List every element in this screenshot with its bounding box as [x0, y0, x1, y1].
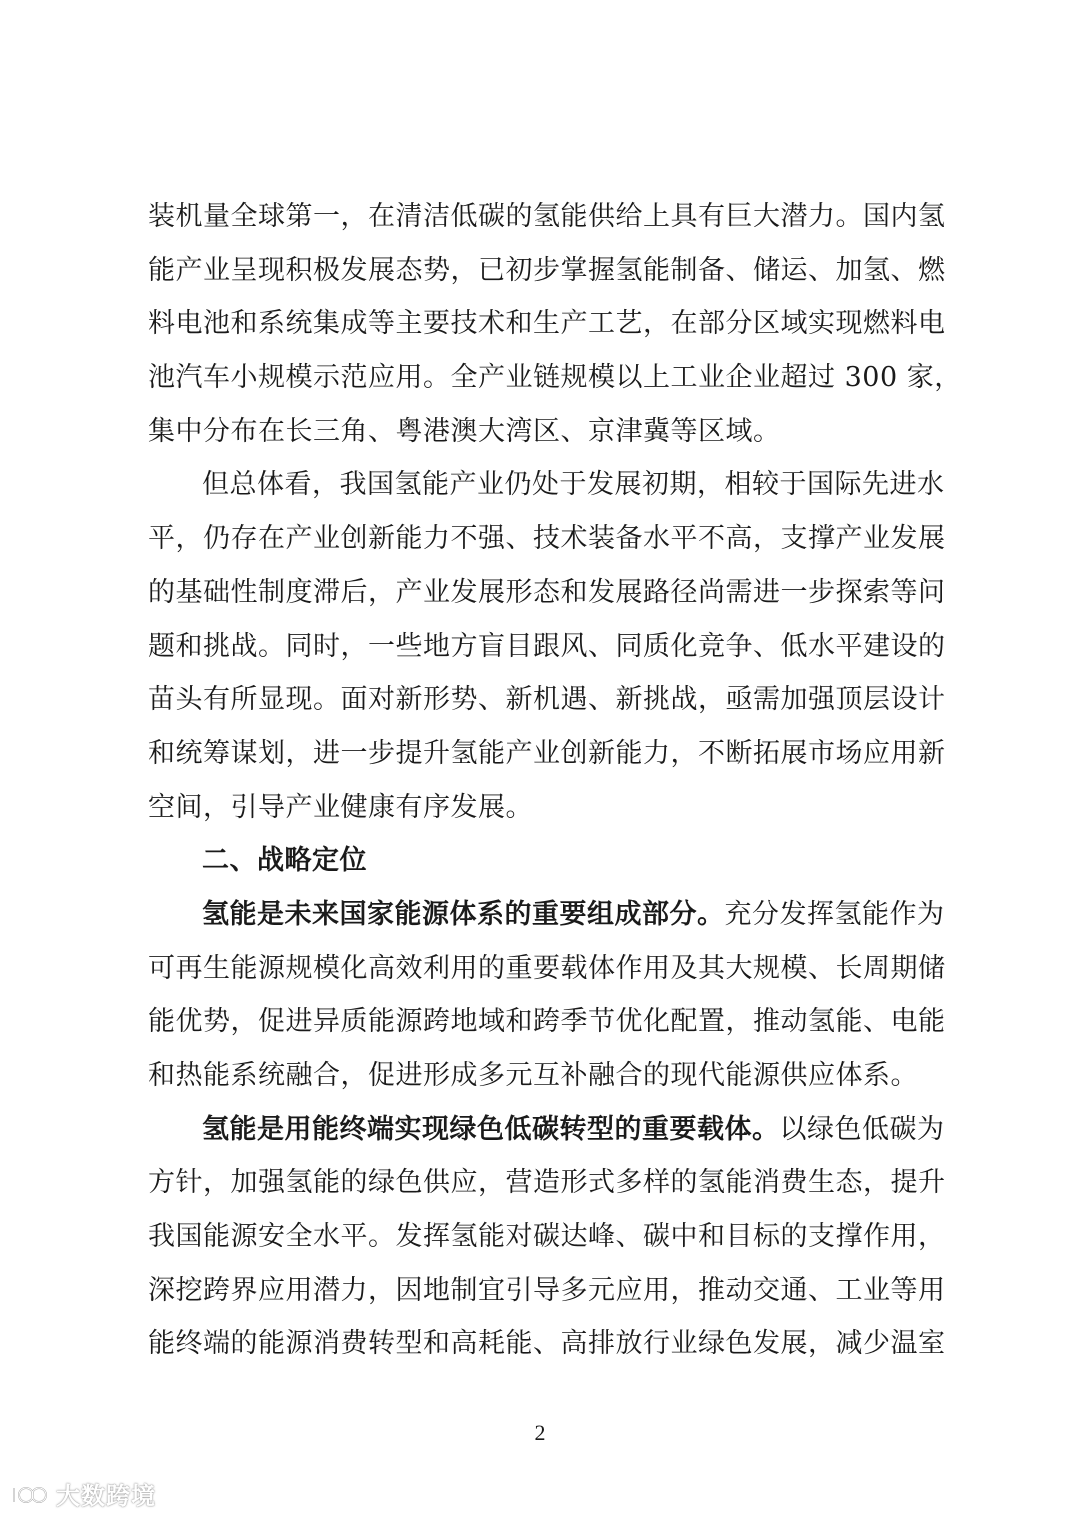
paragraph-text: 充分发挥氢能作为: [724, 898, 945, 930]
paragraph-line: 料电池和系统集成等主要技术和生产工艺，在部分区域实现燃料电: [148, 308, 946, 340]
paragraph-line: [148, 888, 945, 942]
paragraph-line: 能优势，促进异质能源跨地域和跨季节优化配置，推动氢能、电能: [148, 1006, 946, 1038]
document-body: [148, 190, 962, 1371]
paragraph-line: 但总体看，我国氢能产业仍处于发展初期，相较于国际先进水: [202, 469, 945, 501]
paragraph-lead: 氢能是未来国家能源体系的重要组成部分。: [202, 898, 725, 930]
paragraph-line: 的基础性制度滞后，产业发展形态和发展路径尚需进一步探索等问: [148, 576, 946, 608]
paragraph-line: 可再生能源规模化高效利用的重要载体作用及其大规模、长周期储: [148, 952, 946, 984]
paragraph-line: 题和挑战。同时，一些地方盲目跟风、同质化竞争、低水平建设的: [148, 630, 946, 662]
paragraph-line: [148, 1103, 945, 1157]
paragraph-lead: 氢能是用能终端实现绿色低碳转型的重要载体。: [202, 1113, 780, 1145]
paragraph-line: 苗头有所显现。面对新形势、新机遇、新挑战，亟需加强顶层设计: [148, 684, 946, 716]
paragraph-line: 装机量全球第一，在清洁低碳的氢能供给上具有巨大潜力。国内氢: [148, 201, 946, 232]
paragraph-line: 方针，加强氢能的绿色供应，营造形式多样的氢能消费生态，提升: [148, 1167, 946, 1199]
paragraph-line: 池汽车小规模示范应用。全产业链规模以上工业企业超过 300 家，: [148, 362, 962, 394]
watermark-logo-icon: [10, 1478, 50, 1508]
paragraph-line: 我国能源安全水平。发挥氢能对碳达峰、碳中和目标的支撑作用，: [148, 1221, 946, 1253]
paragraph-line: 能终端的能源消费转型和高耗能、高排放行业绿色发展，减少温室: [148, 1328, 946, 1360]
paragraph-line: 能产业呈现积极发展态势，已初步掌握氢能制备、储运、加氢、燃: [148, 254, 946, 286]
watermark-text: 大数跨境: [56, 1481, 156, 1510]
paragraph-line: 空间，引导产业健康有序发展。: [148, 791, 533, 823]
section-heading: 二、战略定位: [202, 845, 367, 877]
paragraph-text: 以绿色低碳为: [779, 1113, 945, 1145]
paragraph-line: 和统筹谋划，进一步提升氢能产业创新能力，不断拓展市场应用新: [148, 737, 946, 769]
watermark: [10, 1473, 156, 1513]
paragraph-line: 深挖跨界应用潜力，因地制宜引导多元应用，推动交通、工业等用: [148, 1274, 946, 1306]
paragraph-line: 和热能系统融合，促进形成多元互补融合的现代能源供应体系。: [148, 1060, 918, 1091]
paragraph-line: 平，仍存在产业创新能力不强、技术装备水平不高，支撑产业发展: [148, 523, 946, 555]
page-number: 2: [534, 1420, 546, 1445]
paragraph-line: 集中分布在长三角、粤港澳大湾区、京津冀等区域。: [148, 415, 781, 447]
